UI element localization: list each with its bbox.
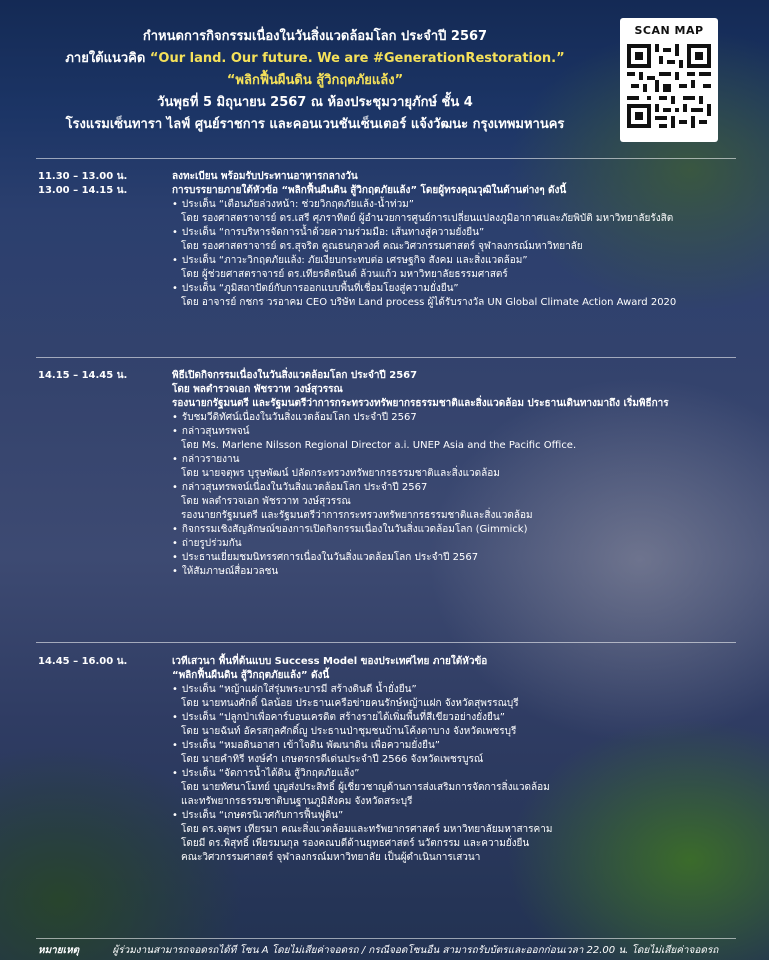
time-slot: 14.15 – 14.45 น. (38, 370, 128, 381)
speaker: โดย นายทนงศักดิ์ นิลน้อย ประธานเครือข่ายคนรักษ์หญ้าแฝก จังหวัดสุพรรณบุรี (181, 698, 519, 709)
header-location: โรงแรมเซ็นทารา ไลฟ์ ศูนย์ราชการ และคอนเวนชันเซ็นเตอร์ แจ้งวัฒนะ กรุงเทพมหานคร (65, 117, 565, 132)
schedule-row-registration (38, 170, 738, 184)
session-title: การบรรยายภายใต้หัวข้อ “พลิกฟื้นผืนดิน สู้วิกฤตภัยแล้ง” โดยผู้ทรงคุณวุฒิในด้านต่างๆ ดังนี้ (172, 185, 567, 196)
list-item: • ประเด็น “ปลูกป่าเพื่อคาร์บอนเครดิต สร้างรายได้เพิ่มพื้นที่สีเขียวอย่างยั่งยืน” (172, 711, 738, 725)
time-slot: 14.45 – 16.00 น. (38, 656, 128, 667)
list-item: • ประธานเยี่ยมชมนิทรรศการเนื่องในวันสิ่งแวดล้อมโลก ประจำปี 2567 (172, 551, 738, 565)
list-item: • กล่าวสุนทรพจน์เนื่องในวันสิ่งแวดล้อมโลก ประจำปี 2567 (172, 481, 738, 495)
list-item: • ถ่ายรูปร่วมกัน (172, 537, 738, 551)
speaker-role: รองนายกรัฐมนตรี และรัฐมนตรีว่าการกระทรวงทรัพยากรธรรมชาติและสิ่งแวดล้อม (181, 510, 533, 521)
session-subtitle: “พลิกฟื้นผืนดิน สู้วิกฤตภัยแล้ง” ดังนี้ (172, 670, 330, 681)
list-item: • ประเด็น “เกษตรนิเวศกับการฟื้นฟูดิน” (172, 809, 738, 823)
list-item: • กิจกรรมเชิงสัญลักษณ์ของการเปิดกิจกรรมเนื่องในวันสิ่งแวดล้อมโลก (Gimmick) (172, 523, 738, 537)
list-item: • ประเด็น “จัดการน้ำได้ดิน สู้วิกฤตภัยแล้ง” (172, 767, 738, 781)
qr-card[interactable] (620, 18, 718, 142)
list-item: • กล่าวรายงาน (172, 453, 738, 467)
list-item: • ประเด็น “ภูมิสถาปัตย์กับการออกแบบพื้นที่เชื่อมโยงสู่ความยั่งยืน” (172, 282, 738, 296)
speaker: โดย นายคำทิรี หงษ์คำ เกษตรกรดีเด่นประจำปี 2566 จังหวัดเพชรบูรณ์ (181, 754, 484, 765)
speaker-role: และทรัพยากรธรรมชาติบนฐานภูมิสังคม จังหวัดสระบุรี (181, 796, 413, 807)
session-title: ลงทะเบียน พร้อมรับประทานอาหารกลางวัน (172, 171, 358, 182)
moderator-role: คณะวิศวกรรมศาสตร์ จุฬาลงกรณ์มหาวิทยาลัย เป็นผู้ดำเนินการเสวนา (181, 852, 481, 863)
qr-label: SCAN MAP (634, 24, 704, 37)
session-host-role: รองนายกรัฐมนตรี และรัฐมนตรีว่าการกระทรวงทรัพยากรธรรมชาติและสิ่งแวดล้อม ประธานเดินทางมาถึง เริ่มพิธีการ (172, 398, 669, 409)
list-item: • ประเด็น “หญ้าแฝกใส่รุ่มพระบารมี สร้างดินดี น้ำยั่งยืน” (172, 683, 738, 697)
speaker: โดย พลตำรวจเอก พัชรวาท วงษ์สุวรรณ (181, 496, 351, 507)
speaker: โดย นายจตุพร บุรุษพัฒน์ ปลัดกระทรวงทรัพยากรธรรมชาติและสิ่งแวดล้อม (181, 468, 500, 479)
list-item: • ประเด็น “การบริหารจัดการน้ำด้วยความร่วมมือ: เส้นทางสู่ความยั่งยืน” (172, 226, 738, 240)
session-title: เวทีเสวนา พื้นที่ต้นแบบ Success Model ของประเทศไทย ภายใต้หัวข้อ (172, 656, 488, 667)
section-divider (36, 642, 736, 643)
schedule-row-panel (38, 655, 738, 865)
list-item: • ประเด็น “เตือนภัยล่วงหน้า: ช่วยวิกฤตภัยแล้ง-น้ำท่วม” (172, 198, 738, 212)
session-lecture (38, 170, 738, 310)
session-opening (38, 369, 738, 579)
list-item: • ประเด็น “หมอดินอาสา เข้าใจดิน พัฒนาดิน เพื่อความยั่งยืน” (172, 739, 738, 753)
header-title: กำหนดการกิจกรรมเนื่องในวันสิ่งแวดล้อมโลก ประจำปี 2567 (142, 29, 488, 44)
header-slogan: “พลิกฟื้นผืนดิน สู้วิกฤตภัยแล้ง” (226, 73, 404, 88)
speaker: โดย นายฉันท์ อัครสกุลศักดิ์ญู ประธานป่าชุมชนบ้านโค้งตาบาง จังหวัดเพชรบุรี (181, 726, 517, 737)
footer-label: หมายเหตุ (38, 945, 80, 956)
event-header (30, 26, 600, 136)
footer-text: ผู้ร่วมงานสามารถจอดรถได้ที่ โซน A โดยไม่เสียค่าจอดรถ / กรณีจอดโซนอื่น สามารถรับบัตรและออกก่อนเวลา 22.00 น. โดยไม่เสียค่าจอดรถ (112, 945, 719, 956)
session-title: พิธีเปิดกิจกรรมเนื่องในวันสิ่งแวดล้อมโลก ประจำปี 2567 (172, 370, 418, 381)
speaker: โดย รองศาสตราจารย์ ดร.เสรี ศุภราทิตย์ ผู้อำนวยการศูนย์การเปลี่ยนแปลงภูมิอากาศและภัยพิบัติ มหาวิทยาลัยรังสิต (181, 213, 674, 224)
list-item: • ให้สัมภาษณ์สื่อมวลชน (172, 565, 738, 579)
speaker: โดย ดร.จตุพร เทียรมา คณะสิ่งแวดล้อมและทรัพยากรศาสตร์ มหาวิทยาลัยมหาสารคาม (181, 824, 553, 835)
header-theme-prefix: ภายใต้แนวคิด (65, 51, 146, 66)
session-host: โดย พลตำรวจเอก พัชรวาท วงษ์สุวรรณ (172, 384, 343, 395)
schedule-row-opening (38, 369, 738, 579)
schedule-row-lecture (38, 184, 738, 310)
time-slot: 13.00 – 14.15 น. (38, 185, 128, 196)
header-date-venue: วันพุธที่ 5 มิถุนายน 2567 ณ ห้องประชุมวายุภักษ์ ชั้น 4 (157, 95, 473, 110)
session-panel (38, 655, 738, 865)
time-slot: 11.30 – 13.00 น. (38, 171, 128, 182)
footer-divider (36, 938, 736, 939)
section-divider (36, 357, 736, 358)
list-item: • รับชมวีดิทัศน์เนื่องในวันสิ่งแวดล้อมโลก ประจำปี 2567 (172, 411, 738, 425)
moderator: โดยมี ดร.พิสุทธิ์ เพียรมนกุล รองคณบดีด้านยุทธศาสตร์ นวัตกรรม และความยั่งยืน (181, 838, 530, 849)
speaker: โดย รองศาสตราจารย์ ดร.สุจริต คูณธนกุลวงศ์ คณะวิศวกรรมศาสตร์ จุฬาลงกรณ์มหาวิทยาลัย (181, 241, 583, 252)
qr-code-icon[interactable] (627, 44, 711, 128)
header-theme-line (30, 48, 600, 70)
speaker: โดย Ms. Marlene Nilsson Regional Director a.i. UNEP Asia and the Pacific Office. (181, 440, 577, 451)
speaker: โดย นายทัศนาโมทย์ บุญส่งประสิทธิ์ ผู้เชี่ยวชาญด้านการส่งเสริมการจัดการสิ่งแวดล้อม (181, 782, 550, 793)
header-divider (36, 158, 736, 159)
speaker: โดย อาจารย์ กชกร วรอาคม CEO บริษัท Land process ผู้ได้รับรางวัล UN Global Climate Action Award 2020 (181, 297, 677, 308)
header-theme: “Our land. Our future. We are #GenerationRestoration.” (149, 51, 565, 66)
list-item: • กล่าวสุนทรพจน์ (172, 425, 738, 439)
footer-note (38, 944, 758, 958)
speaker: โดย ผู้ช่วยศาสตราจารย์ ดร.เทียรดิตนินต์ ล้วนแก้ว มหาวิทยาลัยธรรมศาสตร์ (181, 269, 508, 280)
list-item: • ประเด็น “ภาวะวิกฤตภัยแล้ง: ภัยเงียบกระทบต่อ เศรษฐกิจ สังคม และสิ่งแวดล้อม” (172, 254, 738, 268)
